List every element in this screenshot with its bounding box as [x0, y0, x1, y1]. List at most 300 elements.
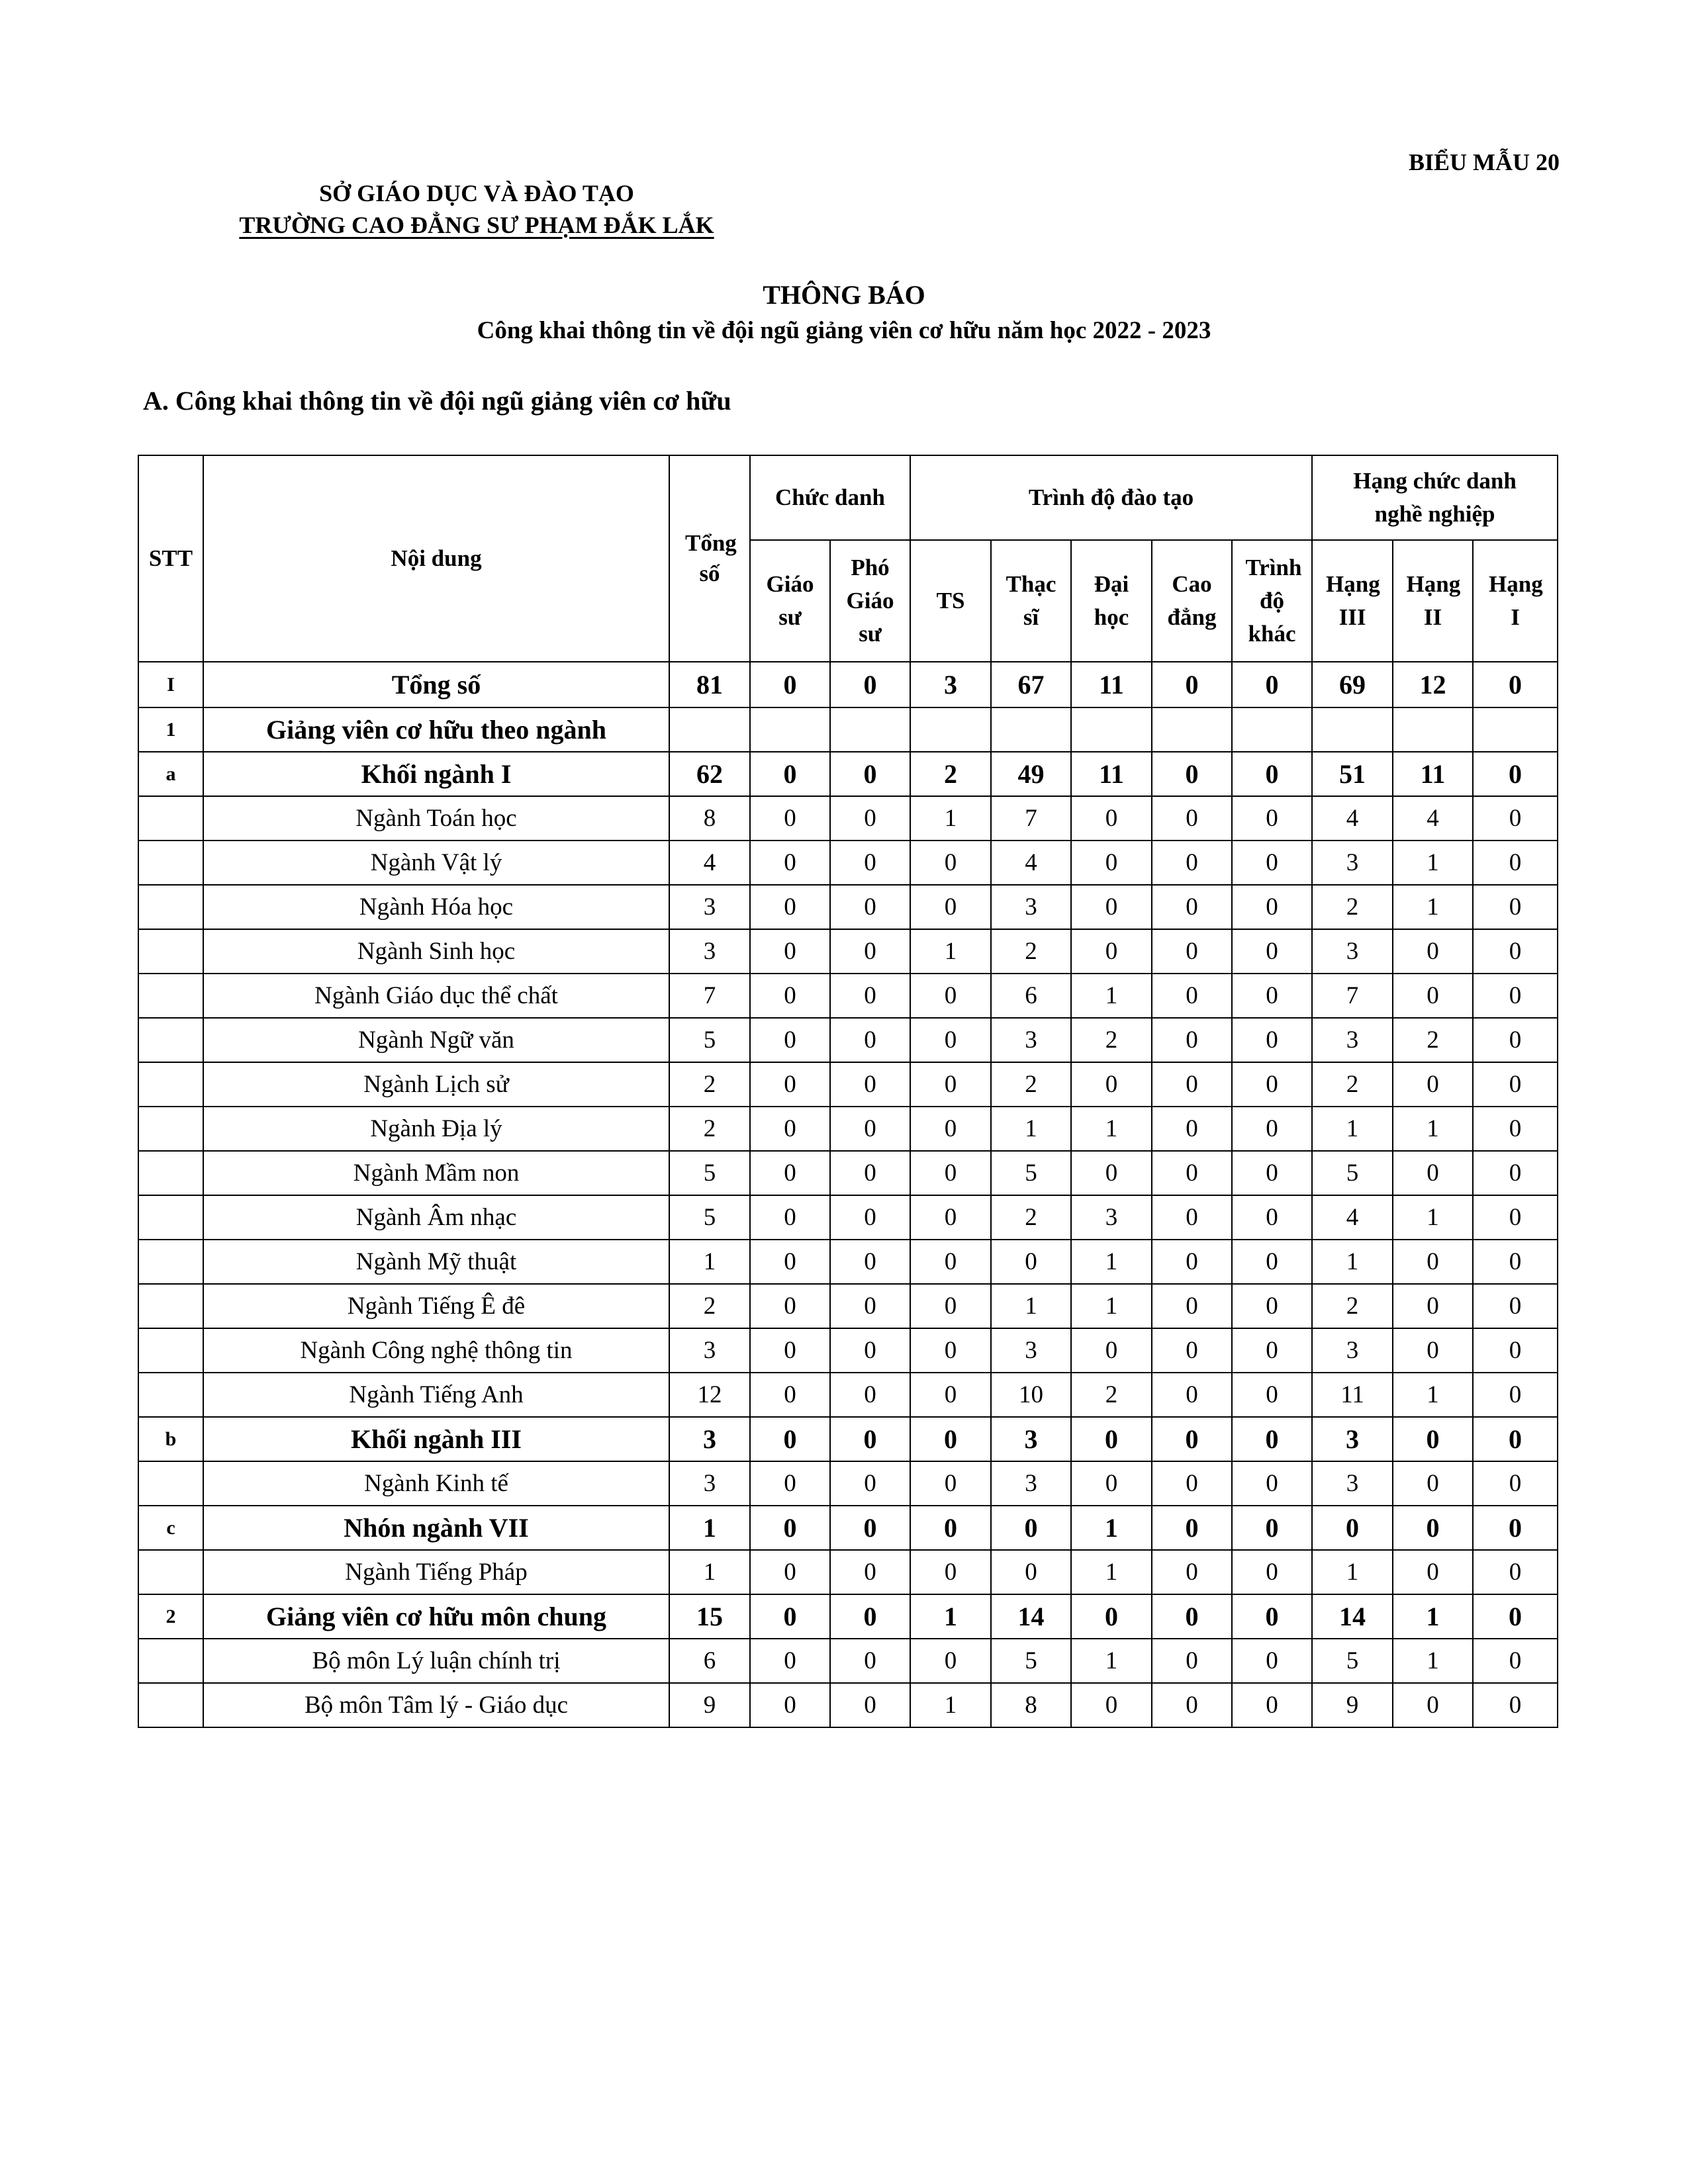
row-stt — [138, 1018, 203, 1062]
faculty-table — [138, 455, 1558, 1728]
cell-rank1: 0 — [1473, 885, 1558, 929]
cell-total: 7 — [669, 974, 750, 1018]
cell-rank1: 0 — [1473, 1151, 1558, 1195]
department-name: SỞ GIÁO DỤC VÀ ĐÀO TẠO — [319, 180, 634, 206]
row-stt — [138, 1240, 203, 1284]
row-name: Bộ môn Lý luận chính trị — [203, 1639, 669, 1683]
header-rank3 — [1312, 540, 1393, 662]
cell-master: 1 — [991, 1284, 1071, 1328]
cell-rank1: 0 — [1473, 1062, 1558, 1107]
table-row — [138, 841, 1558, 885]
cell-assoc-professor: 0 — [830, 1284, 910, 1328]
cell-professor: 0 — [750, 796, 830, 841]
cell-master: 3 — [991, 1018, 1071, 1062]
cell-total: 4 — [669, 841, 750, 885]
cell-rank1: 0 — [1473, 1328, 1558, 1373]
cell-assoc-professor: 0 — [830, 929, 910, 974]
row-stt: I — [138, 662, 203, 707]
row-stt — [138, 1683, 203, 1727]
row-stt — [138, 929, 203, 974]
cell-total: 81 — [669, 662, 750, 707]
row-stt — [138, 974, 203, 1018]
form-label: BIỂU MẪU 20 — [1408, 149, 1560, 175]
cell-master — [991, 707, 1071, 752]
cell-rank3: 11 — [1312, 1373, 1393, 1417]
school-name — [199, 209, 755, 241]
cell-master: 10 — [991, 1373, 1071, 1417]
cell-university: 3 — [1071, 1195, 1152, 1240]
row-name: Ngành Tiếng Anh — [203, 1373, 669, 1417]
cell-total: 3 — [669, 1461, 750, 1506]
cell-rank2: 0 — [1393, 974, 1473, 1018]
row-stt — [138, 1195, 203, 1240]
cell-assoc-professor: 0 — [830, 1062, 910, 1107]
header-assoc-professor — [830, 540, 910, 662]
cell-university: 0 — [1071, 929, 1152, 974]
row-stt — [138, 841, 203, 885]
header-rank1 — [1473, 540, 1558, 662]
cell-college: 0 — [1152, 1107, 1232, 1151]
cell-rank1: 0 — [1473, 1373, 1558, 1417]
cell-master: 3 — [991, 1461, 1071, 1506]
cell-rank1: 0 — [1473, 1639, 1558, 1683]
cell-university: 1 — [1071, 1240, 1152, 1284]
header-stt: STT — [138, 455, 203, 662]
table-row — [138, 1417, 1558, 1461]
row-stt — [138, 1151, 203, 1195]
cell-master: 3 — [991, 1328, 1071, 1373]
header-row-1 — [138, 455, 1558, 540]
document-subtitle: Công khai thông tin về đội ngũ giảng viên cơ hữu năm học 2022 - 2023 — [477, 317, 1211, 344]
cell-total: 5 — [669, 1151, 750, 1195]
cell-professor: 0 — [750, 1417, 830, 1461]
row-name: Ngành Hóa học — [203, 885, 669, 929]
cell-master: 3 — [991, 1417, 1071, 1461]
table-body — [138, 662, 1558, 1727]
table-row — [138, 1461, 1558, 1506]
cell-total: 62 — [669, 752, 750, 796]
cell-total — [669, 707, 750, 752]
row-stt — [138, 1639, 203, 1683]
cell-other: 0 — [1232, 1018, 1312, 1062]
cell-college: 0 — [1152, 1062, 1232, 1107]
cell-total: 2 — [669, 1062, 750, 1107]
cell-assoc-professor: 0 — [830, 1683, 910, 1727]
cell-assoc-professor: 0 — [830, 1240, 910, 1284]
row-name: Ngành Lịch sử — [203, 1062, 669, 1107]
cell-master: 0 — [991, 1506, 1071, 1550]
cell-rank3: 0 — [1312, 1506, 1393, 1550]
table-row — [138, 1151, 1558, 1195]
row-name: Ngành Giáo dục thể chất — [203, 974, 669, 1018]
cell-rank3: 9 — [1312, 1683, 1393, 1727]
table-row — [138, 885, 1558, 929]
row-name: Ngành Âm nhạc — [203, 1195, 669, 1240]
cell-university: 0 — [1071, 1417, 1152, 1461]
header-total — [669, 455, 750, 662]
cell-rank1: 0 — [1473, 1461, 1558, 1506]
row-name: Ngành Công nghệ thông tin — [203, 1328, 669, 1373]
cell-rank2: 1 — [1393, 1594, 1473, 1639]
row-name: Giảng viên cơ hữu môn chung — [203, 1594, 669, 1639]
cell-other: 0 — [1232, 1550, 1312, 1594]
table-row — [138, 662, 1558, 707]
cell-college: 0 — [1152, 1195, 1232, 1240]
cell-rank2: 0 — [1393, 1062, 1473, 1107]
cell-master: 8 — [991, 1683, 1071, 1727]
cell-rank3: 69 — [1312, 662, 1393, 707]
row-name: Bộ môn Tâm lý - Giáo dục — [203, 1683, 669, 1727]
cell-ts: 2 — [910, 752, 991, 796]
table-row — [138, 1328, 1558, 1373]
cell-rank2: 0 — [1393, 1461, 1473, 1506]
cell-rank3: 14 — [1312, 1594, 1393, 1639]
cell-university: 0 — [1071, 1461, 1152, 1506]
cell-college: 0 — [1152, 1018, 1232, 1062]
cell-rank2: 1 — [1393, 885, 1473, 929]
cell-total: 15 — [669, 1594, 750, 1639]
header-rank-group — [1312, 455, 1558, 540]
cell-ts: 0 — [910, 1373, 991, 1417]
cell-college: 0 — [1152, 1461, 1232, 1506]
cell-assoc-professor: 0 — [830, 1594, 910, 1639]
cell-professor: 0 — [750, 1062, 830, 1107]
header-ts: TS — [910, 540, 991, 662]
cell-university: 0 — [1071, 1328, 1152, 1373]
header-college — [1152, 540, 1232, 662]
cell-rank2: 0 — [1393, 1506, 1473, 1550]
cell-other: 0 — [1232, 1062, 1312, 1107]
cell-assoc-professor: 0 — [830, 1550, 910, 1594]
cell-rank3: 3 — [1312, 1328, 1393, 1373]
cell-ts: 0 — [910, 1018, 991, 1062]
cell-college: 0 — [1152, 885, 1232, 929]
cell-university: 2 — [1071, 1373, 1152, 1417]
section-a-heading: A. Công khai thông tin về đội ngũ giảng viên cơ hữu — [143, 386, 731, 416]
cell-rank2: 4 — [1393, 796, 1473, 841]
cell-ts: 0 — [910, 1506, 991, 1550]
cell-college: 0 — [1152, 1328, 1232, 1373]
cell-professor: 0 — [750, 1373, 830, 1417]
row-name: Ngành Vật lý — [203, 841, 669, 885]
cell-university: 1 — [1071, 1550, 1152, 1594]
table-row — [138, 707, 1558, 752]
header-rank3-text: Hạng III — [1326, 571, 1380, 630]
cell-professor: 0 — [750, 841, 830, 885]
row-stt: c — [138, 1506, 203, 1550]
cell-ts: 0 — [910, 1107, 991, 1151]
row-stt — [138, 796, 203, 841]
cell-assoc-professor: 0 — [830, 1373, 910, 1417]
table-row — [138, 1639, 1558, 1683]
cell-professor: 0 — [750, 1284, 830, 1328]
cell-rank1: 0 — [1473, 841, 1558, 885]
table-row — [138, 1373, 1558, 1417]
cell-rank1: 0 — [1473, 796, 1558, 841]
cell-professor: 0 — [750, 1195, 830, 1240]
cell-ts: 0 — [910, 1639, 991, 1683]
cell-total: 12 — [669, 1373, 750, 1417]
cell-professor: 0 — [750, 1151, 830, 1195]
row-name: Nhón ngành VII — [203, 1506, 669, 1550]
cell-assoc-professor: 0 — [830, 1195, 910, 1240]
table-row — [138, 1240, 1558, 1284]
cell-other: 0 — [1232, 841, 1312, 885]
header-rank2 — [1393, 540, 1473, 662]
cell-rank2 — [1393, 707, 1473, 752]
row-stt — [138, 1461, 203, 1506]
cell-ts: 0 — [910, 1240, 991, 1284]
cell-college: 0 — [1152, 796, 1232, 841]
table-row — [138, 974, 1558, 1018]
cell-professor: 0 — [750, 1550, 830, 1594]
cell-university: 0 — [1071, 1683, 1152, 1727]
row-name: Ngành Ngữ văn — [203, 1018, 669, 1062]
cell-total: 2 — [669, 1284, 750, 1328]
cell-college: 0 — [1152, 1683, 1232, 1727]
cell-rank3: 3 — [1312, 1461, 1393, 1506]
cell-professor: 0 — [750, 974, 830, 1018]
title-block — [0, 277, 1688, 348]
cell-rank3: 3 — [1312, 1018, 1393, 1062]
cell-college: 0 — [1152, 929, 1232, 974]
cell-master: 5 — [991, 1151, 1071, 1195]
cell-rank3: 5 — [1312, 1151, 1393, 1195]
cell-university: 2 — [1071, 1018, 1152, 1062]
cell-other: 0 — [1232, 1195, 1312, 1240]
cell-master: 7 — [991, 796, 1071, 841]
cell-professor: 0 — [750, 1461, 830, 1506]
cell-total: 3 — [669, 929, 750, 974]
header-college-text: Cao đẳng — [1167, 571, 1217, 630]
cell-professor: 0 — [750, 885, 830, 929]
cell-ts: 0 — [910, 1550, 991, 1594]
cell-rank2: 11 — [1393, 752, 1473, 796]
cell-professor: 0 — [750, 1683, 830, 1727]
cell-total: 1 — [669, 1240, 750, 1284]
cell-ts: 0 — [910, 1062, 991, 1107]
header-university — [1071, 540, 1152, 662]
cell-ts: 0 — [910, 1328, 991, 1373]
cell-college: 0 — [1152, 1639, 1232, 1683]
cell-other: 0 — [1232, 1284, 1312, 1328]
cell-ts: 0 — [910, 1284, 991, 1328]
cell-assoc-professor: 0 — [830, 1107, 910, 1151]
cell-assoc-professor: 0 — [830, 1328, 910, 1373]
cell-rank2: 0 — [1393, 1240, 1473, 1284]
cell-professor — [750, 707, 830, 752]
table-row — [138, 1195, 1558, 1240]
document-title: THÔNG BÁO — [763, 280, 925, 310]
cell-rank2: 0 — [1393, 1683, 1473, 1727]
cell-university: 1 — [1071, 974, 1152, 1018]
cell-assoc-professor — [830, 707, 910, 752]
cell-total: 1 — [669, 1550, 750, 1594]
header-master-text: Thạc sĩ — [1006, 571, 1056, 630]
cell-rank2: 0 — [1393, 1284, 1473, 1328]
cell-rank3: 1 — [1312, 1240, 1393, 1284]
cell-rank1: 0 — [1473, 752, 1558, 796]
cell-master: 67 — [991, 662, 1071, 707]
cell-rank2: 12 — [1393, 662, 1473, 707]
row-stt: a — [138, 752, 203, 796]
cell-college: 0 — [1152, 841, 1232, 885]
cell-rank2: 1 — [1393, 1373, 1473, 1417]
header-professor — [750, 540, 830, 662]
cell-university: 0 — [1071, 1151, 1152, 1195]
cell-rank2: 2 — [1393, 1018, 1473, 1062]
cell-assoc-professor: 0 — [830, 1461, 910, 1506]
cell-master: 49 — [991, 752, 1071, 796]
cell-ts: 3 — [910, 662, 991, 707]
header-training-group: Trình độ đào tạo — [910, 455, 1312, 540]
cell-college: 0 — [1152, 1417, 1232, 1461]
cell-ts: 0 — [910, 885, 991, 929]
table-row — [138, 1550, 1558, 1594]
row-stt — [138, 1284, 203, 1328]
cell-college: 0 — [1152, 1373, 1232, 1417]
cell-other: 0 — [1232, 1417, 1312, 1461]
cell-college: 0 — [1152, 1550, 1232, 1594]
cell-rank3: 3 — [1312, 929, 1393, 974]
cell-college: 0 — [1152, 752, 1232, 796]
row-stt — [138, 1550, 203, 1594]
cell-rank1: 0 — [1473, 974, 1558, 1018]
cell-rank3: 1 — [1312, 1550, 1393, 1594]
header-rank1-text: Hạng I — [1489, 571, 1543, 630]
row-name: Ngành Toán học — [203, 796, 669, 841]
header-total-text: Tổng số — [685, 530, 737, 586]
row-name: Ngành Tiếng Pháp — [203, 1550, 669, 1594]
cell-assoc-professor: 0 — [830, 841, 910, 885]
cell-rank1: 0 — [1473, 1550, 1558, 1594]
cell-master: 2 — [991, 1195, 1071, 1240]
cell-rank2: 0 — [1393, 929, 1473, 974]
cell-ts: 0 — [910, 1151, 991, 1195]
cell-assoc-professor: 0 — [830, 662, 910, 707]
header-title-group: Chức danh — [750, 455, 910, 540]
cell-ts: 1 — [910, 929, 991, 974]
table-row — [138, 752, 1558, 796]
cell-university: 1 — [1071, 1284, 1152, 1328]
table-row — [138, 929, 1558, 974]
cell-assoc-professor: 0 — [830, 752, 910, 796]
cell-assoc-professor: 0 — [830, 974, 910, 1018]
cell-other: 0 — [1232, 796, 1312, 841]
row-stt: b — [138, 1417, 203, 1461]
cell-rank1: 0 — [1473, 1240, 1558, 1284]
table-row — [138, 1594, 1558, 1639]
cell-professor: 0 — [750, 1018, 830, 1062]
cell-ts: 0 — [910, 974, 991, 1018]
cell-rank2: 1 — [1393, 1107, 1473, 1151]
cell-rank1 — [1473, 707, 1558, 752]
cell-rank2: 0 — [1393, 1550, 1473, 1594]
table-row — [138, 1018, 1558, 1062]
cell-university: 0 — [1071, 1062, 1152, 1107]
cell-university: 0 — [1071, 885, 1152, 929]
cell-college: 0 — [1152, 1506, 1232, 1550]
cell-rank3 — [1312, 707, 1393, 752]
cell-rank3: 1 — [1312, 1107, 1393, 1151]
cell-rank3: 2 — [1312, 885, 1393, 929]
cell-rank2: 1 — [1393, 841, 1473, 885]
cell-other: 0 — [1232, 1373, 1312, 1417]
cell-rank2: 0 — [1393, 1151, 1473, 1195]
cell-university: 0 — [1071, 796, 1152, 841]
cell-other: 0 — [1232, 1461, 1312, 1506]
cell-ts: 1 — [910, 1594, 991, 1639]
row-name: Ngành Địa lý — [203, 1107, 669, 1151]
cell-other: 0 — [1232, 1506, 1312, 1550]
cell-professor: 0 — [750, 929, 830, 974]
cell-professor: 0 — [750, 752, 830, 796]
cell-rank1: 0 — [1473, 1107, 1558, 1151]
cell-professor: 0 — [750, 1240, 830, 1284]
header-other — [1232, 540, 1312, 662]
cell-master: 5 — [991, 1639, 1071, 1683]
cell-college: 0 — [1152, 1594, 1232, 1639]
cell-college: 0 — [1152, 1151, 1232, 1195]
cell-professor: 0 — [750, 1328, 830, 1373]
cell-rank1: 0 — [1473, 1506, 1558, 1550]
organization-header — [199, 177, 755, 241]
cell-rank1: 0 — [1473, 662, 1558, 707]
cell-other: 0 — [1232, 1594, 1312, 1639]
row-name: Ngành Kinh tế — [203, 1461, 669, 1506]
cell-ts: 0 — [910, 1461, 991, 1506]
row-name: Tổng số — [203, 662, 669, 707]
cell-university: 11 — [1071, 752, 1152, 796]
cell-rank2: 0 — [1393, 1417, 1473, 1461]
cell-other: 0 — [1232, 1639, 1312, 1683]
cell-other: 0 — [1232, 929, 1312, 974]
cell-rank2: 1 — [1393, 1639, 1473, 1683]
header-university-text: Đại học — [1094, 571, 1129, 630]
cell-rank3: 4 — [1312, 1195, 1393, 1240]
row-name: Giảng viên cơ hữu theo ngành — [203, 707, 669, 752]
cell-assoc-professor: 0 — [830, 1018, 910, 1062]
cell-total: 3 — [669, 885, 750, 929]
cell-rank3: 4 — [1312, 796, 1393, 841]
row-name: Ngành Sinh học — [203, 929, 669, 974]
row-name: Khối ngành I — [203, 752, 669, 796]
cell-total: 5 — [669, 1195, 750, 1240]
cell-other: 0 — [1232, 1328, 1312, 1373]
row-stt: 2 — [138, 1594, 203, 1639]
cell-rank3: 5 — [1312, 1639, 1393, 1683]
cell-assoc-professor: 0 — [830, 1417, 910, 1461]
row-stt — [138, 1373, 203, 1417]
cell-other: 0 — [1232, 1240, 1312, 1284]
header-professor-text: Giáo sư — [766, 571, 814, 630]
cell-professor: 0 — [750, 1506, 830, 1550]
row-stt — [138, 1107, 203, 1151]
cell-other: 0 — [1232, 752, 1312, 796]
row-name: Ngành Tiếng Ê đê — [203, 1284, 669, 1328]
cell-university: 1 — [1071, 1506, 1152, 1550]
cell-other — [1232, 707, 1312, 752]
cell-university: 0 — [1071, 841, 1152, 885]
cell-college: 0 — [1152, 1284, 1232, 1328]
header-rank2-text: Hạng II — [1406, 571, 1461, 630]
cell-rank1: 0 — [1473, 1683, 1558, 1727]
cell-master: 2 — [991, 929, 1071, 974]
cell-rank3: 51 — [1312, 752, 1393, 796]
cell-total: 3 — [669, 1328, 750, 1373]
header-assoc-professor-text: Phó Giáo sư — [846, 555, 894, 647]
cell-university: 1 — [1071, 1107, 1152, 1151]
